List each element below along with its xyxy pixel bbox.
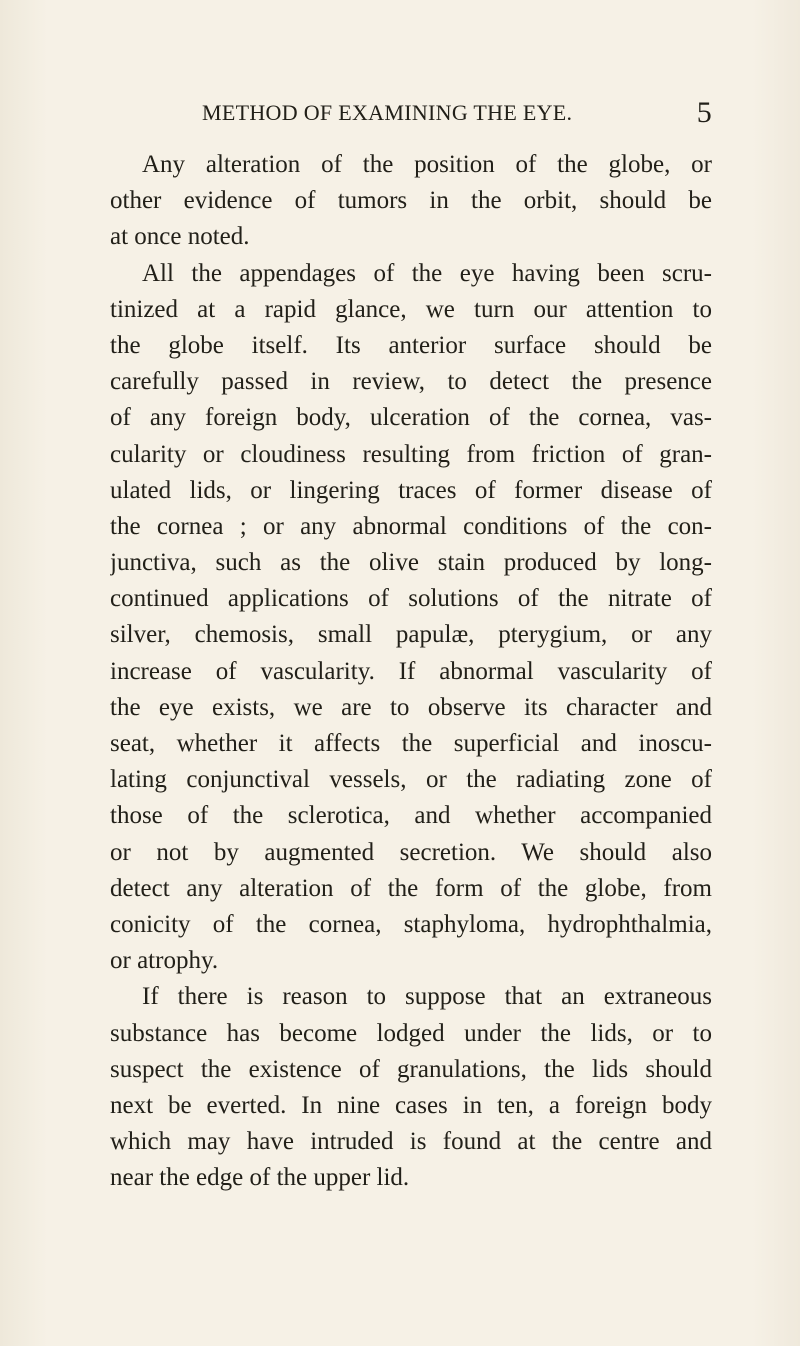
running-head (110, 96, 712, 130)
body-text (110, 147, 712, 1196)
text-line: silver, chemosis, small papulæ, pterygium, or any (110, 621, 712, 649)
text-line: tinized at a rapid glance, we turn our attention to (110, 295, 712, 323)
text-line: or not by augmented secretion. We should also (110, 838, 712, 866)
text-line: which may have intruded is found at the centre and (110, 1128, 712, 1156)
text-line: cularity or cloudiness resulting from friction of gran- (110, 440, 712, 468)
text-line: detect any alteration of the form of the globe, from (110, 874, 712, 902)
text-line: carefully passed in review, to detect the presence (110, 368, 712, 396)
text-line: substance has become lodged under the lids, or to (110, 1019, 712, 1047)
text-line: increase of vascularity. If abnormal vascularity of (110, 657, 712, 685)
text-line: the cornea ; or any abnormal conditions of the con- (110, 512, 712, 540)
text-line: conicity of the cornea, staphyloma, hydrophthalmia, (110, 910, 712, 938)
text-line: junctiva, such as the olive stain produced by long- (110, 549, 712, 577)
text-line: those of the sclerotica, and whether accompanied (110, 802, 712, 830)
text-line: or atrophy. (110, 947, 219, 975)
text-line: All the appendages of the eye having been scru- (142, 259, 712, 287)
text-line: near the edge of the upper lid. (110, 1164, 410, 1192)
text-line: at once noted. (110, 223, 250, 251)
text-line: of any foreign body, ulceration of the cornea, vas- (110, 404, 712, 432)
text-line: other evidence of tumors in the orbit, should be (110, 187, 712, 215)
page-number: 5 (696, 96, 712, 129)
text-line: ulated lids, or lingering traces of former disease of (110, 476, 712, 504)
text-line: Any alteration of the position of the globe, or (142, 151, 712, 178)
text-line: If there is reason to suppose that an extraneous (142, 983, 712, 1011)
text-line: lating conjunctival vessels, or the radiating zone of (110, 766, 712, 794)
text-line: next be everted. In nine cases in ten, a foreign body (110, 1091, 712, 1119)
text-line: suspect the existence of granulations, the lids should (110, 1055, 712, 1083)
text-line: continued applications of solutions of the nitrate of (110, 585, 712, 613)
text-line: seat, whether it affects the superficial and inoscu- (110, 730, 712, 757)
running-title: METHOD OF EXAMINING THE EYE. (202, 100, 573, 125)
text-line: the globe itself. Its anterior surface should be (110, 331, 712, 359)
text-line: the eye exists, we are to observe its character and (110, 693, 712, 721)
